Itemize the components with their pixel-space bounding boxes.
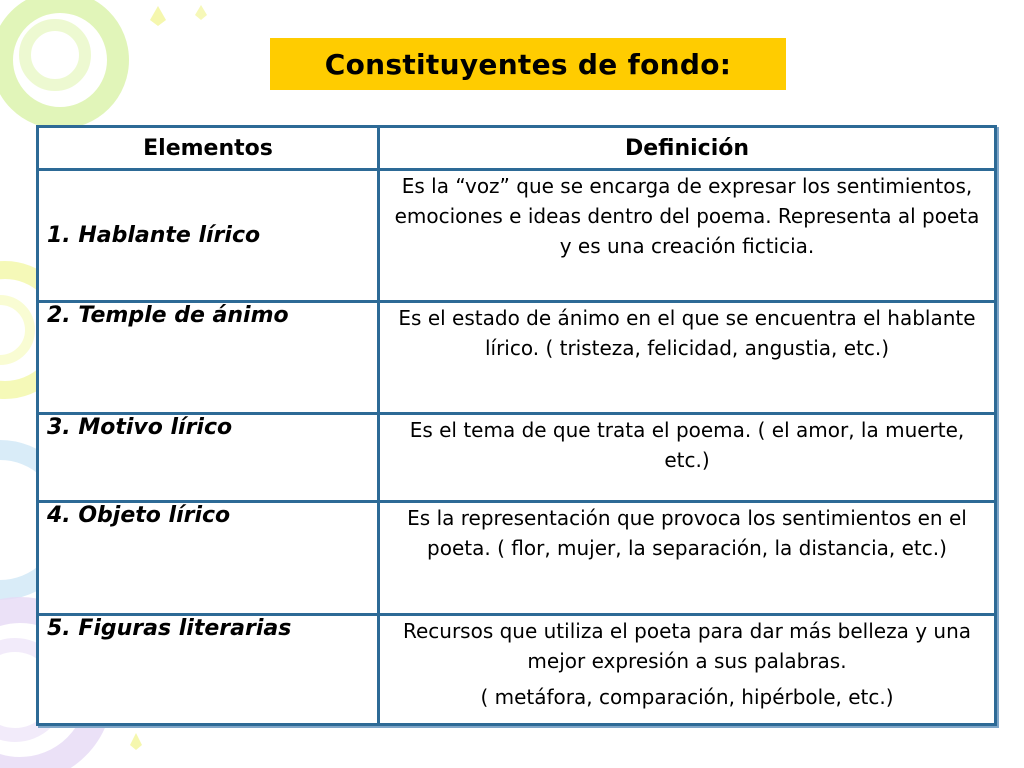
definition-cell	[379, 615, 996, 725]
element-cell: 5. Figuras literarias	[38, 615, 379, 725]
table-row	[38, 502, 996, 615]
element-cell: 2. Temple de ánimo	[38, 302, 379, 414]
definition-text: Recursos que utiliza el poeta para dar más belleza y una mejor expresión a sus palabras.	[402, 619, 972, 673]
element-cell: 4. Objeto lírico	[38, 502, 379, 615]
definition-examples: ( metáfora, comparación, hipérbole, etc.)	[480, 685, 894, 709]
element-cell: 1. Hablante lírico	[38, 170, 379, 302]
definition-cell: Es el tema de que trata el poema. ( el amor, la muerte, etc.)	[379, 414, 996, 502]
table-row	[38, 414, 996, 502]
element-cell: 3. Motivo lírico	[38, 414, 379, 502]
definition-cell: Es el estado de ánimo en el que se encuentra el hablante lírico. ( tristeza, felicidad, angustia, etc.)	[379, 302, 996, 414]
definition-cell: Es la representación que provoca los sentimientos en el poeta. ( flor, mujer, la separación, la distancia, etc.)	[379, 502, 996, 615]
table-row	[38, 615, 996, 725]
page-title: Constituyentes de fondo:	[324, 47, 732, 81]
header-elementos: Elementos	[38, 127, 379, 170]
definition-cell: Es la “voz” que se encarga de expresar los sentimientos, emociones e ideas dentro del poema. Representa al poeta y es una creación ficticia.	[379, 170, 996, 302]
table-header-row	[38, 127, 996, 170]
elements-table	[36, 125, 997, 726]
header-definicion: Definición	[379, 127, 996, 170]
table-row	[38, 170, 996, 302]
table-row	[38, 302, 996, 414]
title-banner	[270, 38, 786, 90]
